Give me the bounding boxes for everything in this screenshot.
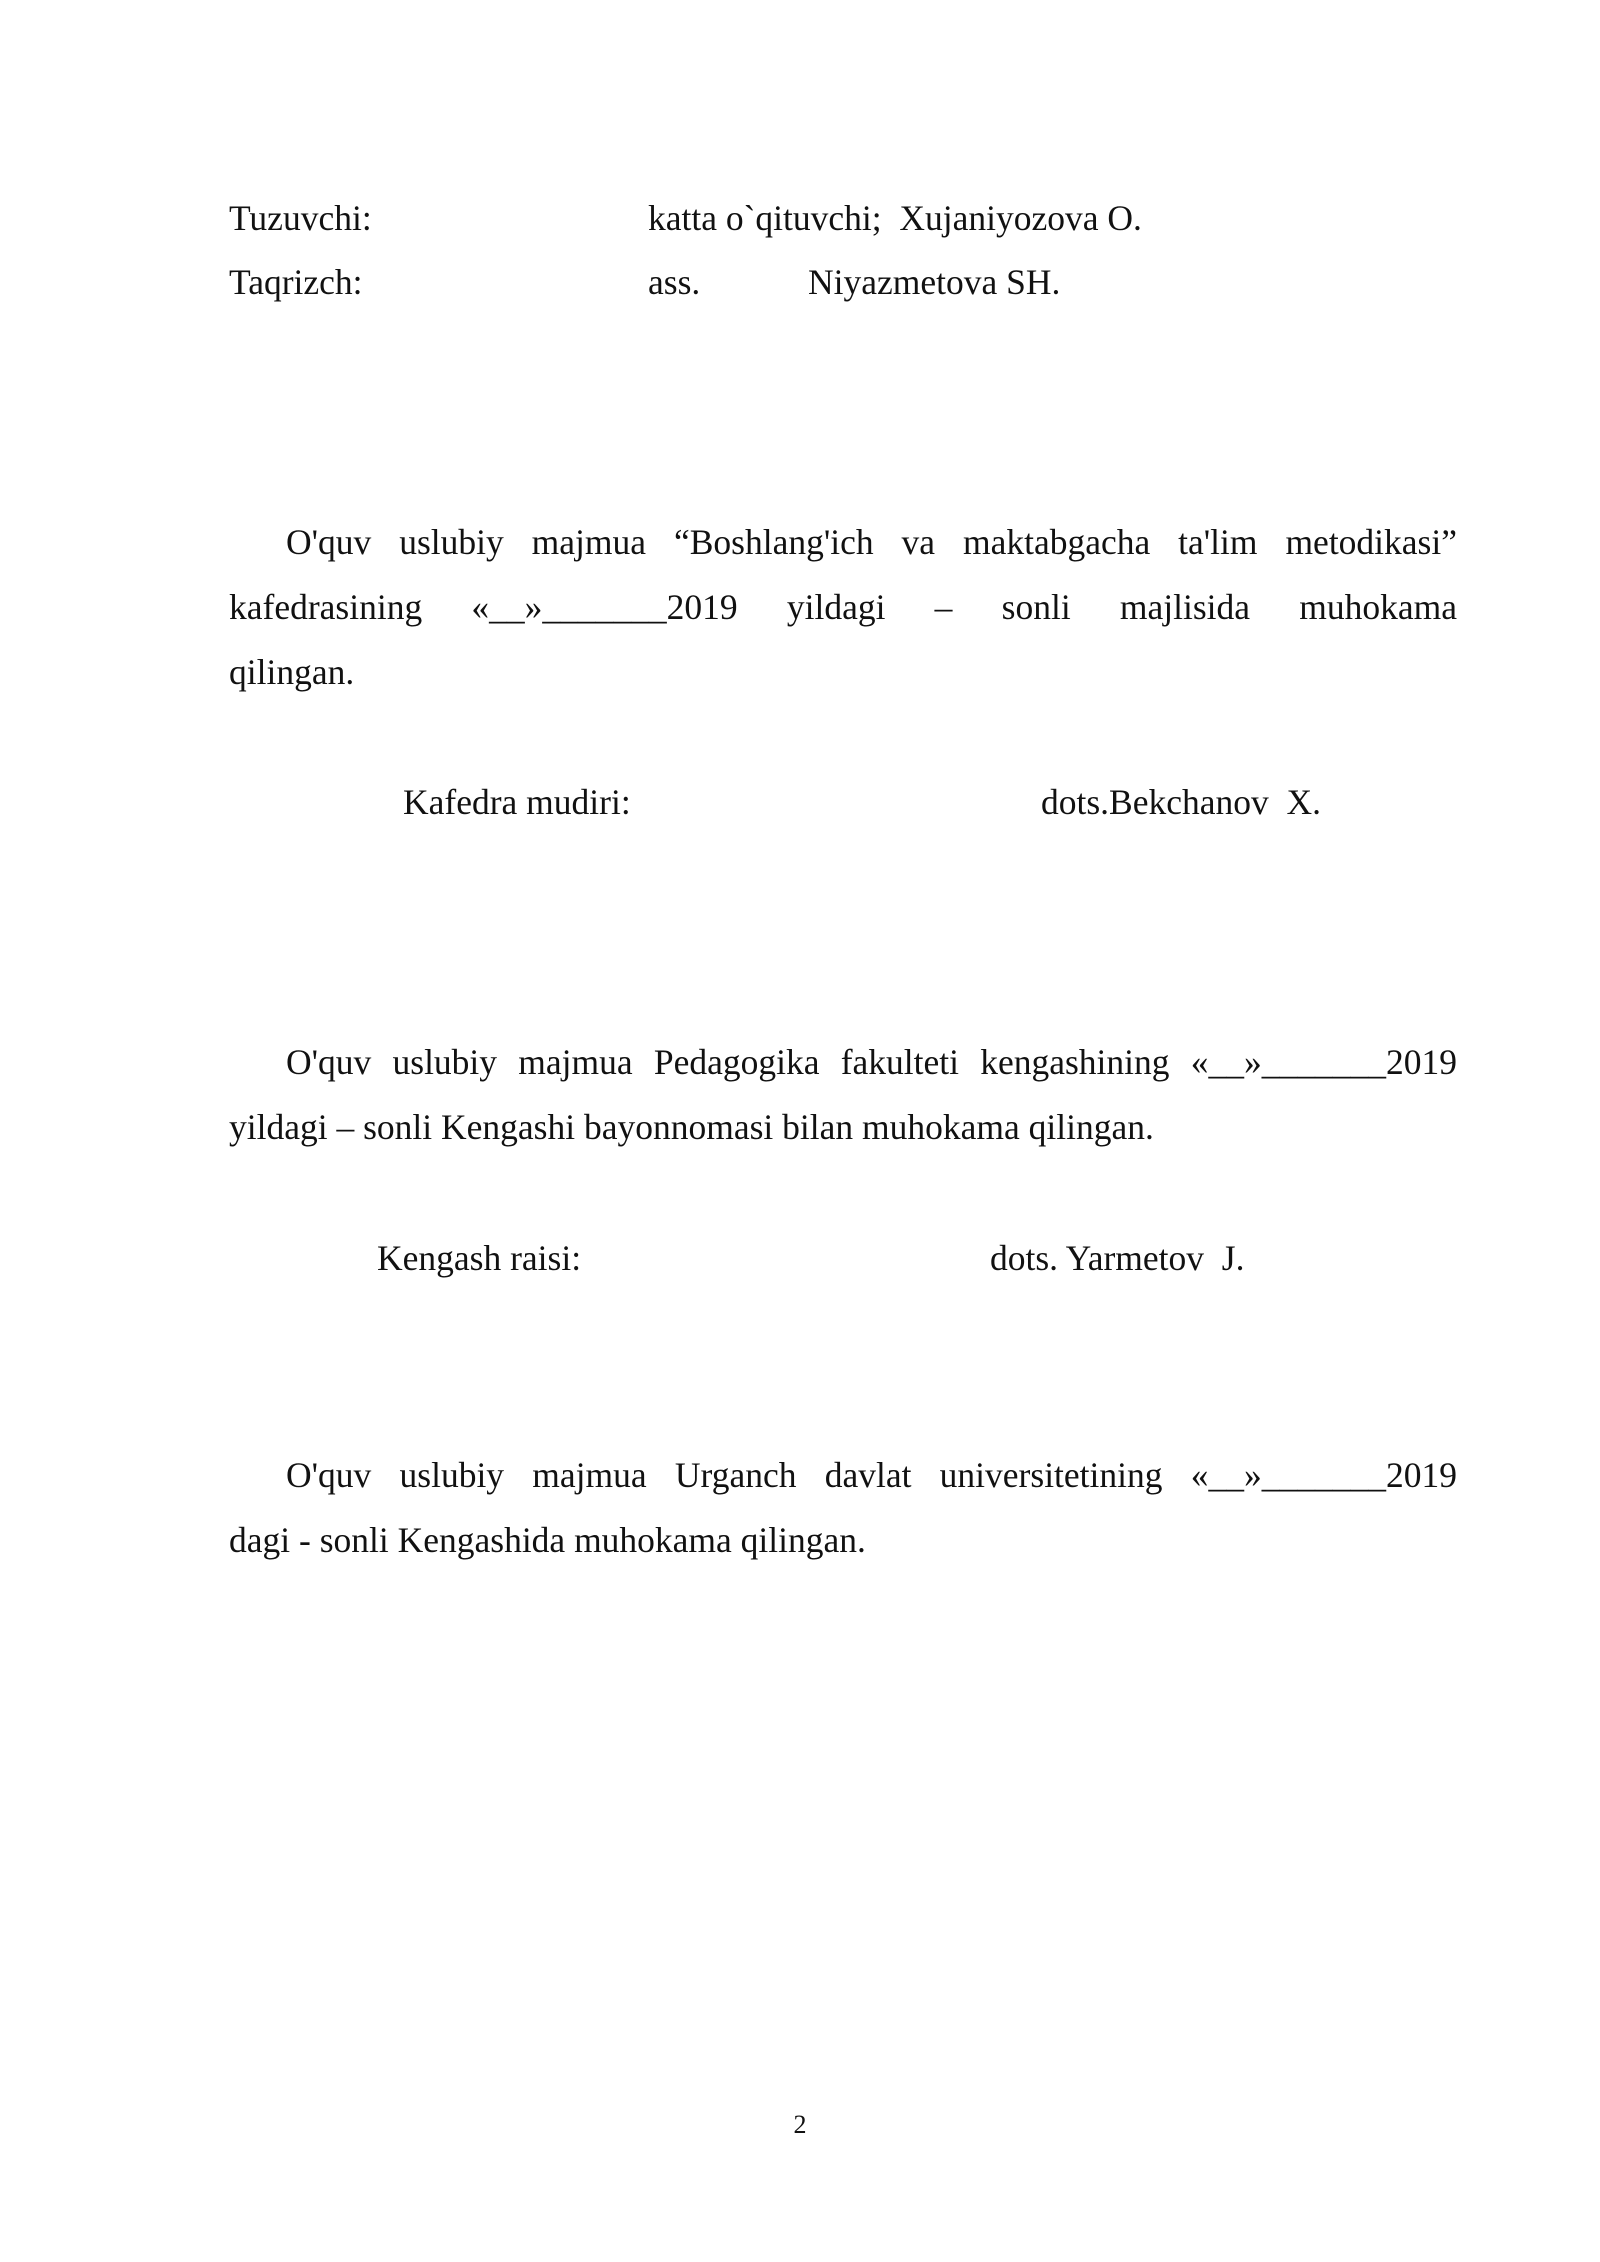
department-approval-paragraph	[229, 510, 1457, 705]
reviewer-title: ass.	[648, 262, 701, 302]
department-head-name: dots.Bekchanov X.	[1041, 782, 1322, 822]
paragraph-line: yildagi – sonli Kengashi bayonnomasi bilan muhokama qilingan.	[229, 1107, 1154, 1147]
department-head-label: Kafedra mudiri:	[403, 782, 631, 822]
university-approval-paragraph	[229, 1443, 1457, 1573]
faculty-approval-paragraph	[229, 1030, 1457, 1160]
paragraph-line: O'quv uslubiy majmua Urganch davlat universitetining «__»_______2019	[286, 1455, 1457, 1495]
paragraph-line: kafedrasining «__»_______2019 yildagi – sonli majlisida muhokama	[229, 587, 1457, 627]
council-chair-name: dots. Yarmetov J.	[990, 1238, 1245, 1278]
paragraph-line: O'quv uslubiy majmua Pedagogika fakulteti kengashining «__»_______2019	[286, 1042, 1457, 1082]
page-number: 2	[793, 2110, 807, 2139]
compiler-label: Tuzuvchi:	[229, 198, 372, 238]
paragraph-line: dagi - sonli Kengashida muhokama qilingan.	[229, 1520, 866, 1560]
paragraph-line: qilingan.	[229, 652, 355, 692]
reviewer-label: Taqrizch:	[229, 262, 363, 302]
reviewer-name: Niyazmetova SH.	[808, 262, 1061, 302]
council-chair-label: Kengash raisi:	[377, 1238, 582, 1278]
compiler-value: katta o`qituvchi; Xujaniyozova O.	[648, 198, 1142, 238]
paragraph-line: O'quv uslubiy majmua “Boshlang'ich va maktabgacha ta'lim metodikasi”	[286, 522, 1457, 562]
